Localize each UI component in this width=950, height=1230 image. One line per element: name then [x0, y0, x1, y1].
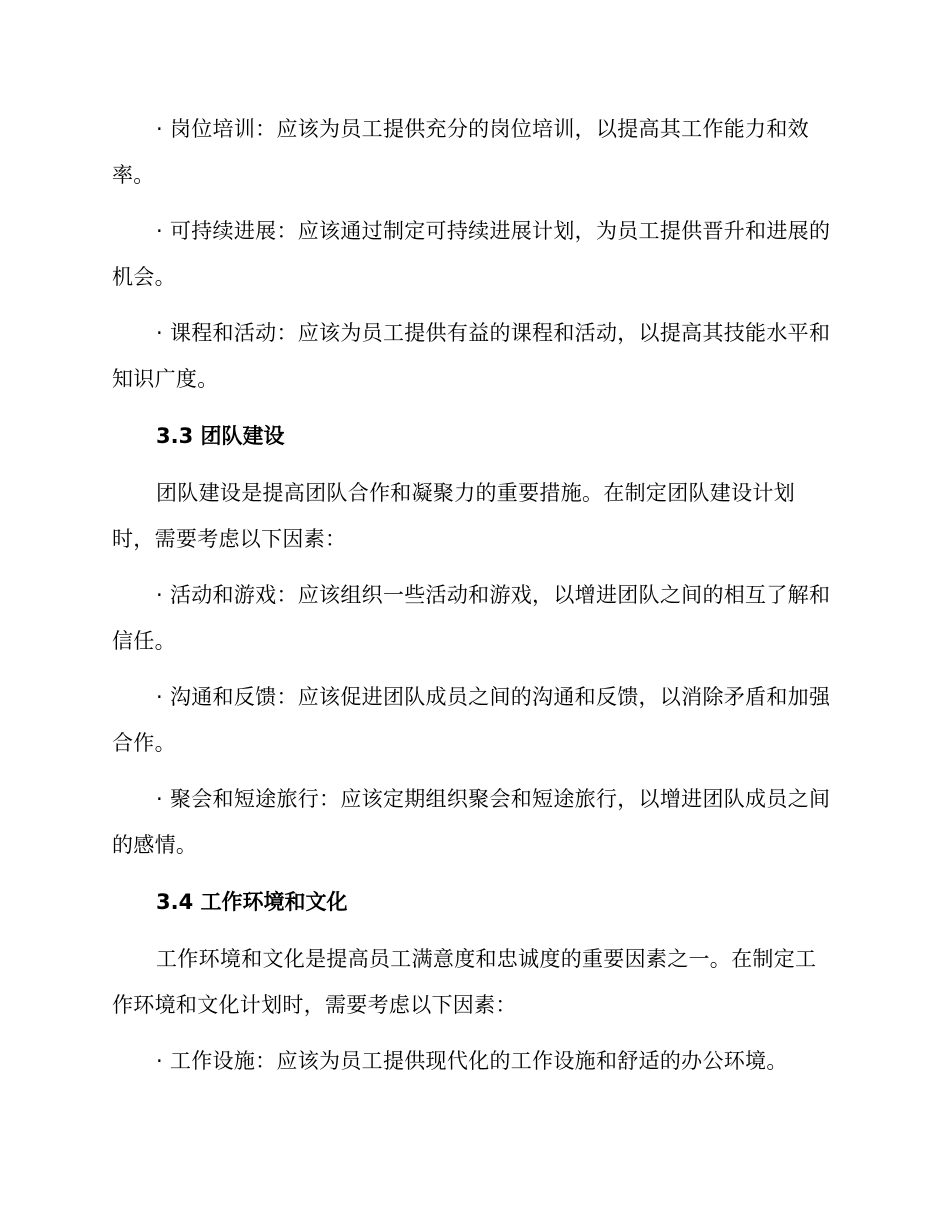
paragraph-work-environment-intro: 工作环境和文化是提高员工满意度和忠诚度的重要因素之一。在制定工作环境和文化计划时，需要考虑以下因素： — [112, 947, 817, 1017]
section-heading-work-environment: 3.4 工作环境和文化 — [156, 890, 348, 914]
bullet-communication-feedback: · 沟通和反馈：应该促进团队成员之间的沟通和反馈，以消除矛盾和加强合作。 — [112, 685, 831, 755]
paragraph-team-building-intro: 团队建设是提高团队合作和凝聚力的重要措施。在制定团队建设计划时，需要考虑以下因素： — [112, 481, 795, 551]
bullet-courses-activities: · 课程和活动：应该为员工提供有益的课程和活动，以提高其技能水平和知识广度。 — [112, 321, 831, 391]
bullet-activities-games: · 活动和游戏：应该组织一些活动和游戏，以增进团队之间的相互了解和信任。 — [112, 583, 831, 653]
section-heading-team-building: 3.3 团队建设 — [156, 424, 285, 448]
bullet-job-training: · 岗位培训：应该为员工提供充分的岗位培训，以提高其工作能力和效率。 — [112, 117, 809, 187]
bullet-gatherings-trips: · 聚会和短途旅行：应该定期组织聚会和短途旅行，以增进团队成员之间的感情。 — [112, 787, 831, 857]
bullet-sustainable-development: · 可持续进展：应该通过制定可持续进展计划，为员工提供晋升和进展的机会。 — [112, 219, 831, 289]
bullet-work-facilities: · 工作设施：应该为员工提供现代化的工作设施和舒适的办公环境。 — [156, 1049, 788, 1073]
